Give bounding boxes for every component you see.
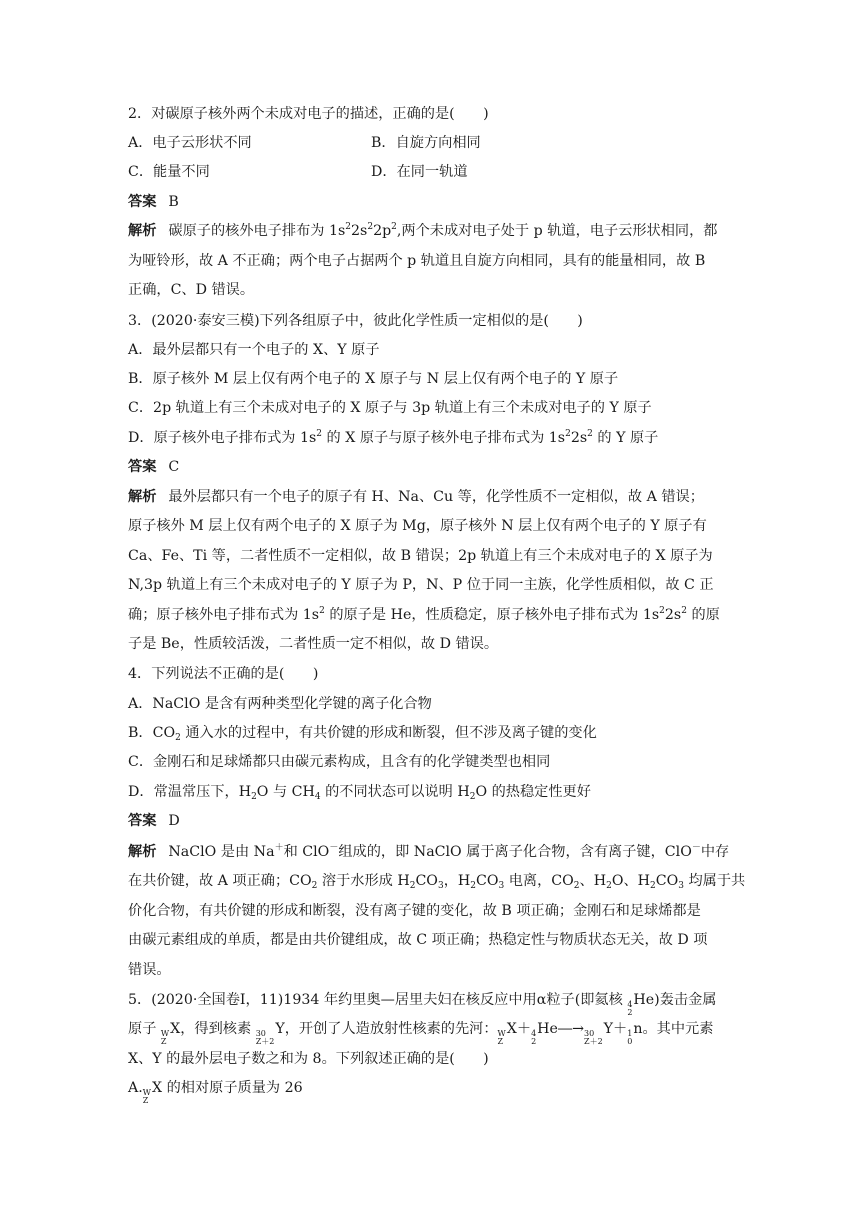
q2-option-a: A．电子云形状不同	[128, 135, 252, 151]
nuclide-y: 30 Z＋2	[584, 1029, 603, 1046]
q5-stem-line-2: 原子 W Z X，得到核素 30 Z＋2 Y，开创了人造放射性核素的先河： W Z X＋ 4 2 He―→ 30 Z＋2 Y＋ 1 0 n。其中元素	[128, 1021, 714, 1046]
q4-stem: 4．下列说法不正确的是( )	[128, 666, 319, 682]
q3-option-d: D．原子核外电子排布式为 $1s^2$ 的 X 原子与原子核外电子排布式为 $1s^22s^2$ 的 Y 原子	[128, 429, 659, 446]
q4-analysis-line-1: 解析 NaClO 是由 Na＋和 ClO－组成的，即 NaClO 属于离子化合物，含有离子键，ClO－中存	[128, 843, 730, 860]
q3-stem: 3．(2020·泰安三模)下列各组原子中，彼此化学性质一定相似的是( )	[128, 313, 583, 329]
q5-stem-line-3: X、Y 的最外层电子数之和为 8。下列叙述正确的是( )	[128, 1051, 489, 1067]
answer-value: B	[168, 194, 179, 210]
nuclide-he: 4 2	[531, 1029, 537, 1046]
answer-label: 答案	[128, 194, 157, 210]
q3-option-c: C．2p 轨道上有三个未成对电子的 X 原子与 3p 轨道上有三个未成对电子的 Y 原子	[128, 400, 652, 416]
q2-analysis-line-2: 为哑铃形，故 A 不正确；两个电子占据两个 p 轨道且自旋方向相同，具有的能量相同，故 B	[128, 253, 706, 269]
answer-label: 答案	[128, 813, 157, 829]
nuclide-he: 4 2	[627, 1000, 633, 1017]
nuclide-x: W Z	[142, 1088, 151, 1105]
q3-analysis-line-3: Ca、Fe、Ti 等，二者性质不一定相似，故 B 错误；2p 轨道上有三个未成对电子的 X 原子为	[128, 548, 713, 564]
q2-option-d: D．在同一轨道	[371, 164, 468, 180]
q3-analysis-line-5: 确；原子核外电子排布式为 $1s^2$ 的原子是 He，性质稳定，原子核外电子排布式为 $1s^22s^2$ 的原	[128, 606, 720, 623]
q4-option-a: A．NaClO 是含有两种类型化学键的离子化合物	[128, 696, 432, 712]
q5-option-a: A. W Z X 的相对原子质量为 26	[128, 1080, 303, 1105]
q2-analysis-line-1: 解析 碳原子的核外电子排布为 $1s^22s^22p^2$,两个未成对电子处于 p 轨道，电子云形状相同，都	[128, 222, 718, 239]
q3-analysis-line-6: 子是 Be，性质较活泼，二者性质一定不相似，故 D 错误。	[128, 636, 499, 652]
analysis-label: 解析	[128, 223, 157, 239]
analysis-label: 解析	[128, 489, 157, 505]
q4-analysis-line-2: 在共价键，故 A 项正确；$CO_2$ 溶于水形成 $H_2CO_3$，$H_2CO_3$ 电离，$CO_2$、$H_2O$、$H_2CO_3$ 均属于共	[128, 873, 746, 891]
q2-answer	[128, 192, 748, 212]
q3-answer	[128, 457, 748, 477]
q4-analysis-line-4: 由碳元素组成的单质，都是由共价键组成，故 C 项正确；热稳定性与物质状态无关，故 D 项	[128, 932, 708, 948]
q2-stem: 2．对碳原子核外两个未成对电子的描述，正确的是( )	[128, 106, 489, 122]
nuclide-y: 30 Z＋2	[255, 1029, 275, 1046]
q2-option-c: C．能量不同	[128, 164, 210, 180]
q4-option-d: D．常温常压下，$H_2O$ 与 $CH_4$ 的不同状态可以说明 $H_2O$ 的热稳定性更好	[128, 784, 591, 802]
q4-analysis-line-3: 价化合物，有共价键的形成和断裂，没有离子键的变化，故 B 项正确；金刚石和足球烯都是	[128, 903, 701, 919]
nuclide-n: 1 0	[627, 1029, 633, 1046]
nuclide-x: W Z	[497, 1029, 506, 1046]
q3-analysis-line-4: N,3p 轨道上有三个未成对电子的 Y 原子为 P，N、P 位于同一主族，化学性质相似，故 C 正	[128, 577, 714, 593]
q2-option-b: B．自旋方向相同	[371, 135, 481, 151]
answer-value: D	[168, 813, 180, 829]
q5-stem-line-1: 5．(2020·全国卷Ⅰ，11)1934 年约里奥—居里夫妇在核反应中用α粒子(即氦核 4 2 He)轰击金属	[128, 992, 717, 1017]
q4-answer	[128, 811, 748, 831]
q2-analysis-line-3: 正确，C、D 错误。	[128, 282, 255, 298]
q3-analysis-line-2: 原子核外 M 层上仅有两个电子的 X 原子为 Mg，原子核外 N 层上仅有两个电子的 Y 原子有	[128, 518, 707, 534]
answer-value: C	[168, 459, 180, 475]
nuclide-x: W Z	[160, 1029, 170, 1046]
q4-option-b: B．$CO_2$ 通入水的过程中，有共价键的形成和断裂，但不涉及离子键的变化	[128, 725, 597, 743]
q3-analysis-line-1: 解析 最外层都只有一个电子的原子有 H、Na、Cu 等，化学性质不一定相似，故 A 错误；	[128, 489, 704, 505]
q4-option-c: C．金刚石和足球烯都只由碳元素构成，且含有的化学键类型也相同	[128, 754, 551, 770]
q2-options-cd	[128, 162, 748, 182]
q2-options-ab	[128, 133, 748, 153]
q3-option-a: A．最外层都只有一个电子的 X、Y 原子	[128, 342, 380, 358]
answer-label: 答案	[128, 459, 157, 475]
q4-analysis-line-5: 错误。	[128, 962, 171, 978]
analysis-label: 解析	[128, 844, 157, 860]
q3-option-b: B．原子核外 M 层上仅有两个电子的 X 原子与 N 层上仅有两个电子的 Y 原子	[128, 371, 619, 387]
